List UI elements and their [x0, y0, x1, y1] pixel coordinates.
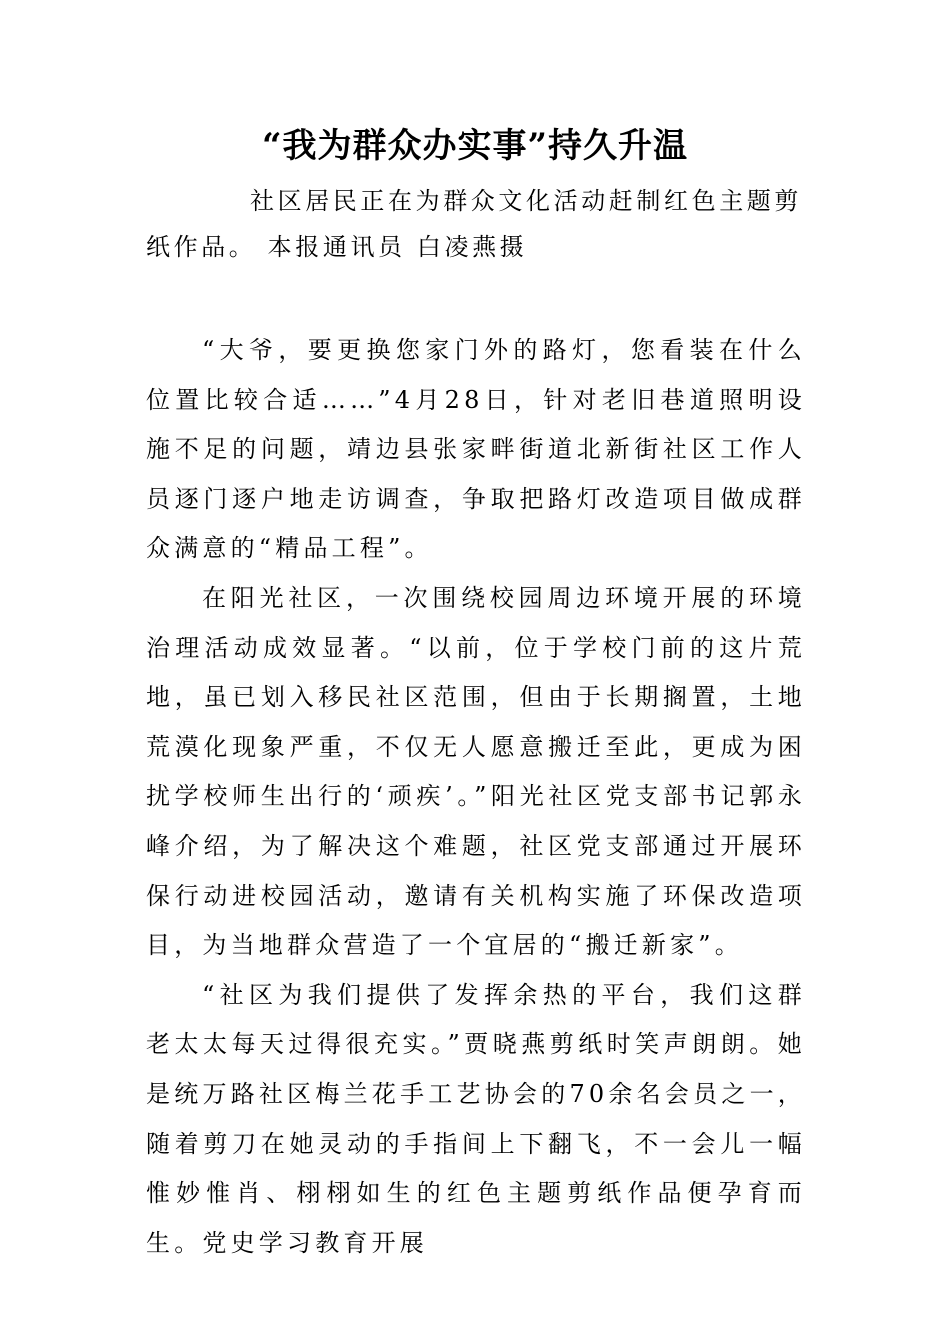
paragraph-2: 在阳光社区，一次围绕校园周边环境开展的环境治理活动成效显著。“以前，位于学校门前的这片荒地，虽已划入移民社区范围，但由于长期搁置，土地荒漠化现象严重，不仅无人愿意搬迁至此，更成为困扰学校师生出行的‘顽疾’。”阳光社区党支部书记郭永峰介绍，为了解决这个难题，社区党支部通过开展环保行动进校园活动，邀请有关机构实施了环保改造项目，为当地群众营造了一个宜居的“搬迁新家”。	[146, 583, 806, 960]
article-body	[146, 326, 806, 1268]
paragraph-1: “大爷，要更换您家门外的路灯，您看装在什么位置比较合适……”4月28日，针对老旧巷道照明设施不足的问题，靖边县张家畔街道北新街社区工作人员逐门逐户地走访调查，争取把路灯改造项目做成群众满意的“精品工程”。	[146, 336, 806, 563]
article-title: “我为群众办实事”持久升温	[261, 126, 689, 166]
photo-credit: 本报通讯员 白凌燕摄	[267, 233, 528, 261]
paragraph-3: “社区为我们提供了发挥余热的平台，我们这群老太太每天过得很充实。”贾晓燕剪纸时笑声朗朗。她是统万路社区梅兰花手工艺协会的70余名会员之一，随着剪刀在她灵动的手指间上下翻飞，不一会儿一幅惟妙惟肖、栩栩如生的红色主题剪纸作品便孕育而生。党史学习教育开展	[146, 980, 806, 1257]
caption-text: 社区居民正在为群众文化活动赶制红色主题剪纸作品。	[146, 187, 802, 261]
photo-caption	[146, 178, 806, 270]
